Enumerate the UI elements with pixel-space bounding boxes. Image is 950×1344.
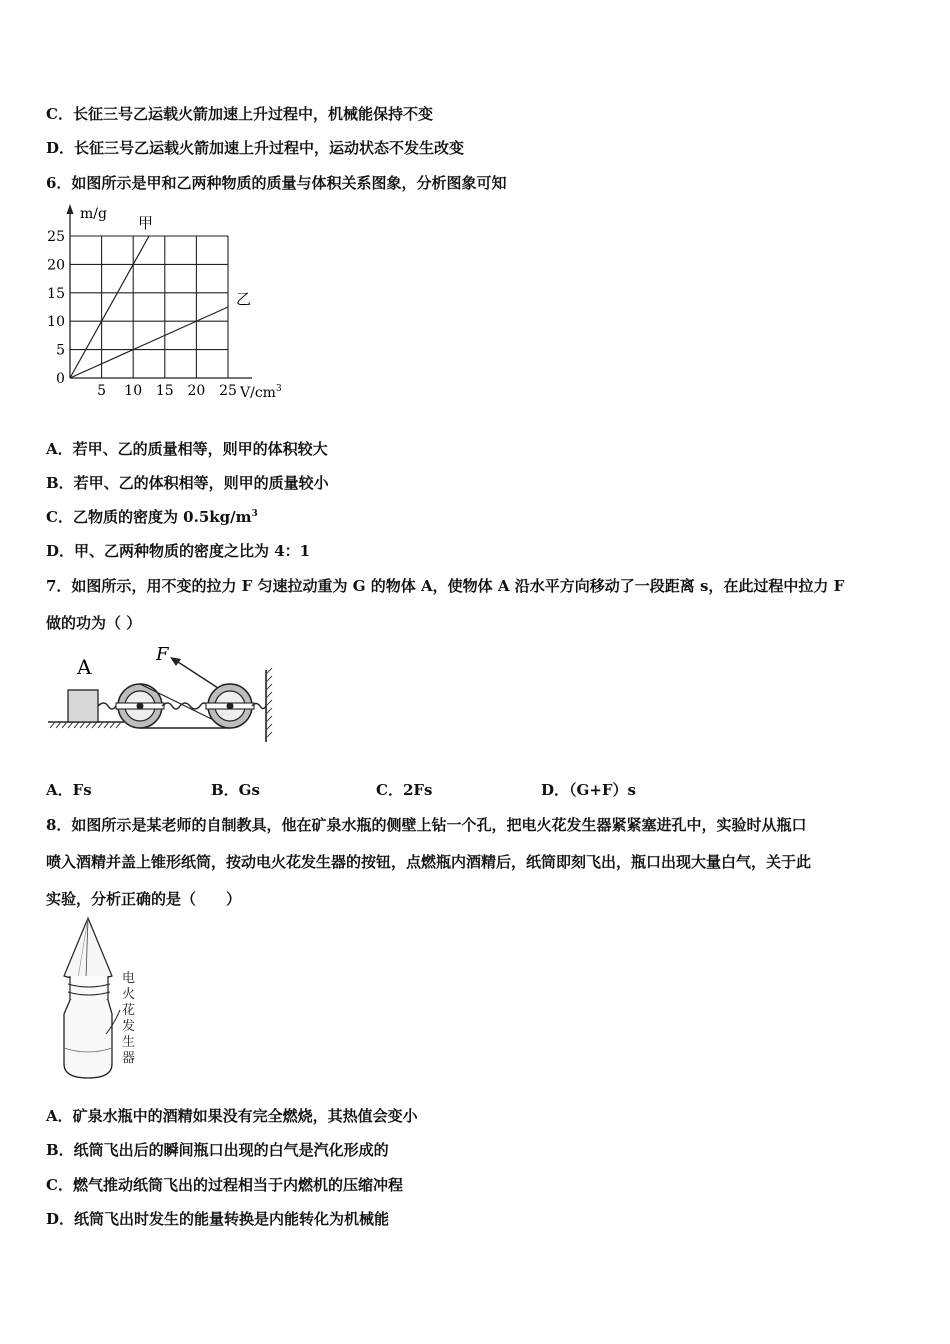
q8-stem-line1: 8．如图所示是某老师的自制教具，他在矿泉水瓶的侧壁上钻一个孔，把电火花发生器紧紧塞进孔中，实验时从瓶口 — [46, 816, 807, 834]
mass-volume-chart — [40, 198, 300, 408]
y-tick-label-2: 15 — [47, 285, 65, 302]
svg-text:花: 花 — [122, 1003, 136, 1018]
q8-option-b: B．纸筒飞出后的瞬间瓶口出现的白气是汽化形成的 — [46, 1141, 389, 1159]
x-tick-label-0: 5 — [97, 383, 107, 399]
bottle-body — [64, 1000, 112, 1078]
q7-option-a: A．Fs — [46, 781, 92, 799]
bottle-apparatus — [50, 914, 160, 1084]
force-arrow — [175, 660, 218, 688]
bottle-neck — [70, 976, 108, 1003]
series-label-jia: 甲 — [138, 214, 154, 232]
q8-option-a: A．矿泉水瓶中的酒精如果没有完全燃烧，其热值会变小 — [46, 1107, 418, 1125]
y-tick-label-3: 20 — [47, 257, 65, 274]
force-label: F — [156, 644, 169, 665]
q6-option-a: A．若甲、乙的质量相等，则甲的体积较大 — [46, 440, 328, 458]
y-tick-label-4: 25 — [47, 229, 65, 245]
y-tick-label-0: 5 — [56, 342, 65, 359]
chart-grid — [70, 236, 228, 378]
q6-option-d: D．甲、乙两种物质的密度之比为 4：1 — [46, 542, 311, 560]
q7-stem-line2: 做的功为（ ） — [46, 614, 142, 632]
igniter-label — [122, 970, 135, 1066]
q5-option-d: D．长征三号乙运载火箭加速上升过程中，运动状态不发生改变 — [46, 139, 465, 157]
q6-option-c: C．乙物质的密度为 $0.5kg/m^3$ — [46, 508, 258, 526]
q6-option-b: B．若甲、乙的体积相等，则甲的质量较小 — [46, 474, 329, 492]
q7-option-c: C．2Fs — [376, 781, 433, 799]
q5-option-c: C．长征三号乙运载火箭加速上升过程中，机械能保持不变 — [46, 105, 433, 123]
svg-text:生: 生 — [122, 1035, 136, 1050]
series-label-yi: 乙 — [236, 290, 252, 308]
x-tick-label-4: 25 — [219, 383, 237, 399]
svg-text:火: 火 — [122, 987, 136, 1002]
svg-text:器: 器 — [122, 1051, 136, 1066]
pulley-right — [206, 684, 254, 728]
q8-option-c: C．燃气推动纸筒飞出的过程相当于内燃机的压缩冲程 — [46, 1176, 403, 1194]
x-tick-label-3: 20 — [187, 383, 206, 399]
q8-stem-line3: 实验，分析正确的是（ ） — [46, 890, 242, 908]
q6-stem: 6．如图所示是甲和乙两种物质的质量与体积关系图象，分析图象可知 — [46, 174, 507, 192]
x-tick-label-2: 15 — [155, 383, 174, 399]
origin-label: 0 — [56, 371, 65, 387]
y-axis-label: m/g — [80, 206, 107, 222]
chart-axes — [67, 204, 253, 378]
svg-text:电: 电 — [122, 971, 136, 986]
q8-stem-line2: 喷入酒精并盖上锥形纸筒，按动电火花发生器的按钮，点燃瓶内酒精后，纸筒即刻飞出，瓶口出现大量白气，关于此 — [46, 853, 812, 871]
pulley-diagram — [44, 640, 280, 748]
force-arrowhead — [170, 657, 181, 666]
q7-option-d: D．（G+F）s — [541, 781, 636, 799]
x-tick-label-1: 10 — [124, 383, 143, 399]
series-line-0 — [70, 236, 149, 378]
q7-option-b: B．Gs — [211, 781, 260, 799]
wall-hatch — [266, 668, 272, 738]
block-a — [68, 690, 98, 722]
x-axis-label: $V/cm^3$ — [240, 384, 282, 401]
hook-a — [98, 703, 116, 709]
q8-option-d: D．纸筒飞出时发生的能量转换是内能转化为机械能 — [46, 1210, 390, 1228]
block-a-label: A — [77, 655, 92, 679]
q7-stem-line1: 7．如图所示，用不变的拉力 F 匀速拉动重为 G 的物体 A，使物体 A 沿水平方向移动了一段距离 s，在此过程中拉力 F — [46, 577, 845, 595]
ground-hatch — [50, 722, 121, 728]
svg-text:发: 发 — [122, 1019, 136, 1034]
y-axis-arrow — [67, 204, 74, 214]
series-line-1 — [70, 307, 228, 378]
y-tick-label-1: 10 — [47, 314, 65, 331]
